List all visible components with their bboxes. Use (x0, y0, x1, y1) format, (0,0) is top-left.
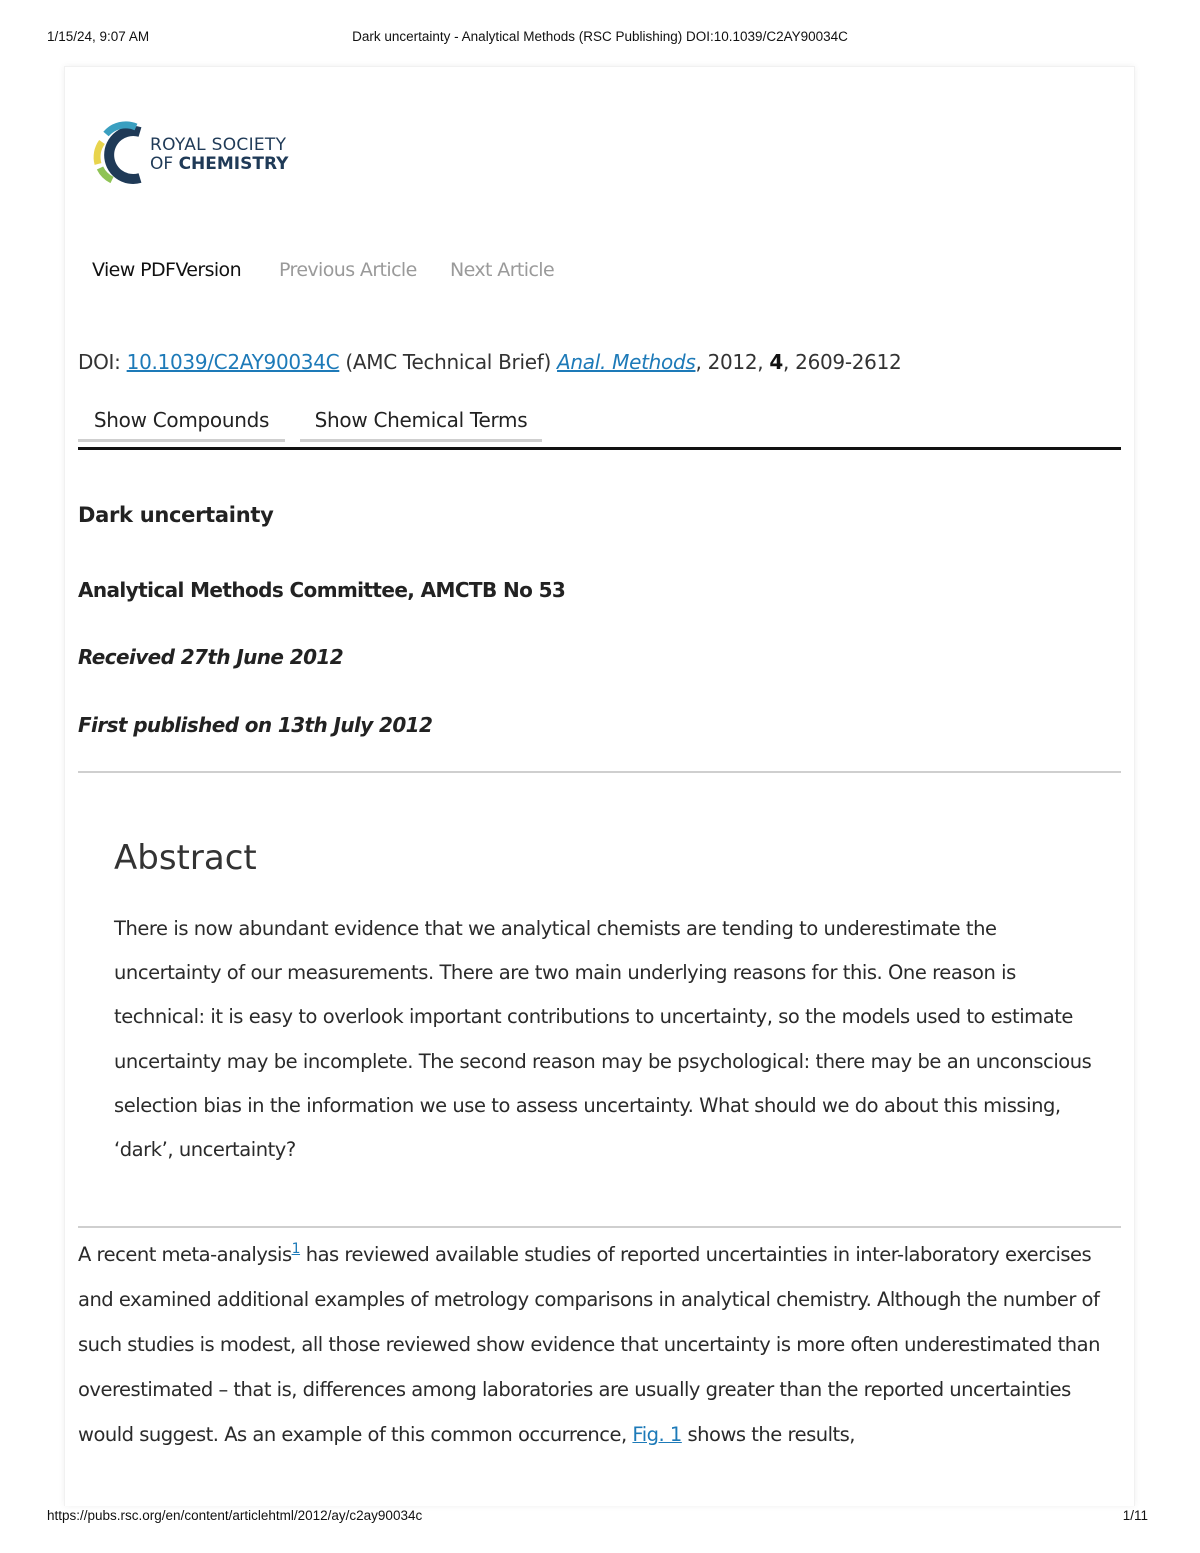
view-pdf-link[interactable]: View PDFVersion (92, 259, 242, 281)
divider (78, 771, 1121, 773)
received-date: Received 27th June 2012 (78, 645, 344, 669)
previous-article-link[interactable]: Previous Article (279, 259, 417, 281)
divider (78, 1226, 1121, 1228)
citation-line (78, 350, 901, 374)
journal-link[interactable]: Anal. Methods (557, 350, 696, 374)
citation-year: , 2012, (695, 350, 770, 374)
logo-line2 (150, 155, 288, 174)
citation-volume: 4 (769, 350, 784, 374)
article-title: Dark uncertainty (78, 503, 274, 527)
print-url: https://pubs.rsc.org/en/content/articlehtml/2012/ay/c2ay90034c (47, 1508, 423, 1523)
citation-pages: , 2609-2612 (783, 350, 902, 374)
print-footer (0, 1508, 1200, 1528)
abstract-text: There is now abundant evidence that we analytical chemists are tending to underestimate the uncertainty of our measurements. There are two main underlying reasons for this. One reason is technical: it is easy to overlook important contributions to uncertainty, so the models used to estimate uncertainty may be incomplete. The second reason may be psychological: there may be an unconscious selection bias in the information we use to assess uncertainty. What should we do about this missing, ‘dark’, uncertainty? (114, 917, 1092, 1162)
reference-link[interactable]: 1 (291, 1241, 301, 1257)
body-text-start: A recent meta-analysis (78, 1243, 292, 1266)
show-compounds-tab[interactable]: Show Compounds (78, 402, 285, 442)
next-article-link[interactable]: Next Article (450, 259, 555, 281)
article-authors: Analytical Methods Committee, AMCTB No 53 (78, 578, 566, 602)
body-text-mid: has reviewed available studies of reported uncertainties in inter-laboratory exercises and examined additional examples of metrology comparisons in analytical chemistry. Although the number of such studies is modest, all those reviewed show evidence that uncertainty is more often underestimated than overestimated – that is, differences among laboratories are usually greater than the reported uncertainties would suggest. As an example of this common occurrence, (78, 1243, 1100, 1446)
body-paragraph (78, 1232, 1128, 1457)
print-page-title: Dark uncertainty - Analytical Methods (RSC Publishing) DOI:10.1039/C2AY90034C (352, 29, 848, 44)
logo-line1: ROYAL SOCIETY (150, 135, 287, 155)
print-datetime: 1/15/24, 9:07 AM (47, 29, 150, 44)
rsc-logo[interactable] (92, 120, 312, 190)
tab-bar (78, 402, 1121, 450)
print-page-number: 1/11 (1122, 1508, 1148, 1523)
body-text-end: shows the results, (681, 1423, 856, 1446)
figure-link[interactable]: Fig. 1 (632, 1423, 682, 1446)
published-date: First published on 13th July 2012 (78, 713, 433, 737)
show-chemical-terms-tab[interactable]: Show Chemical Terms (300, 402, 542, 442)
rsc-logo-wordmark (150, 136, 288, 174)
logo-line2-prefix: OF (150, 154, 179, 174)
logo-line2-bold: CHEMISTRY (178, 154, 289, 174)
doi-label: DOI: (78, 350, 127, 374)
rsc-logo-icon (92, 120, 152, 190)
doi-link[interactable]: 10.1039/C2AY90034C (126, 350, 340, 374)
print-header (0, 29, 1200, 49)
abstract-heading: Abstract (114, 838, 257, 878)
article-type: (AMC Technical Brief) (339, 350, 558, 374)
